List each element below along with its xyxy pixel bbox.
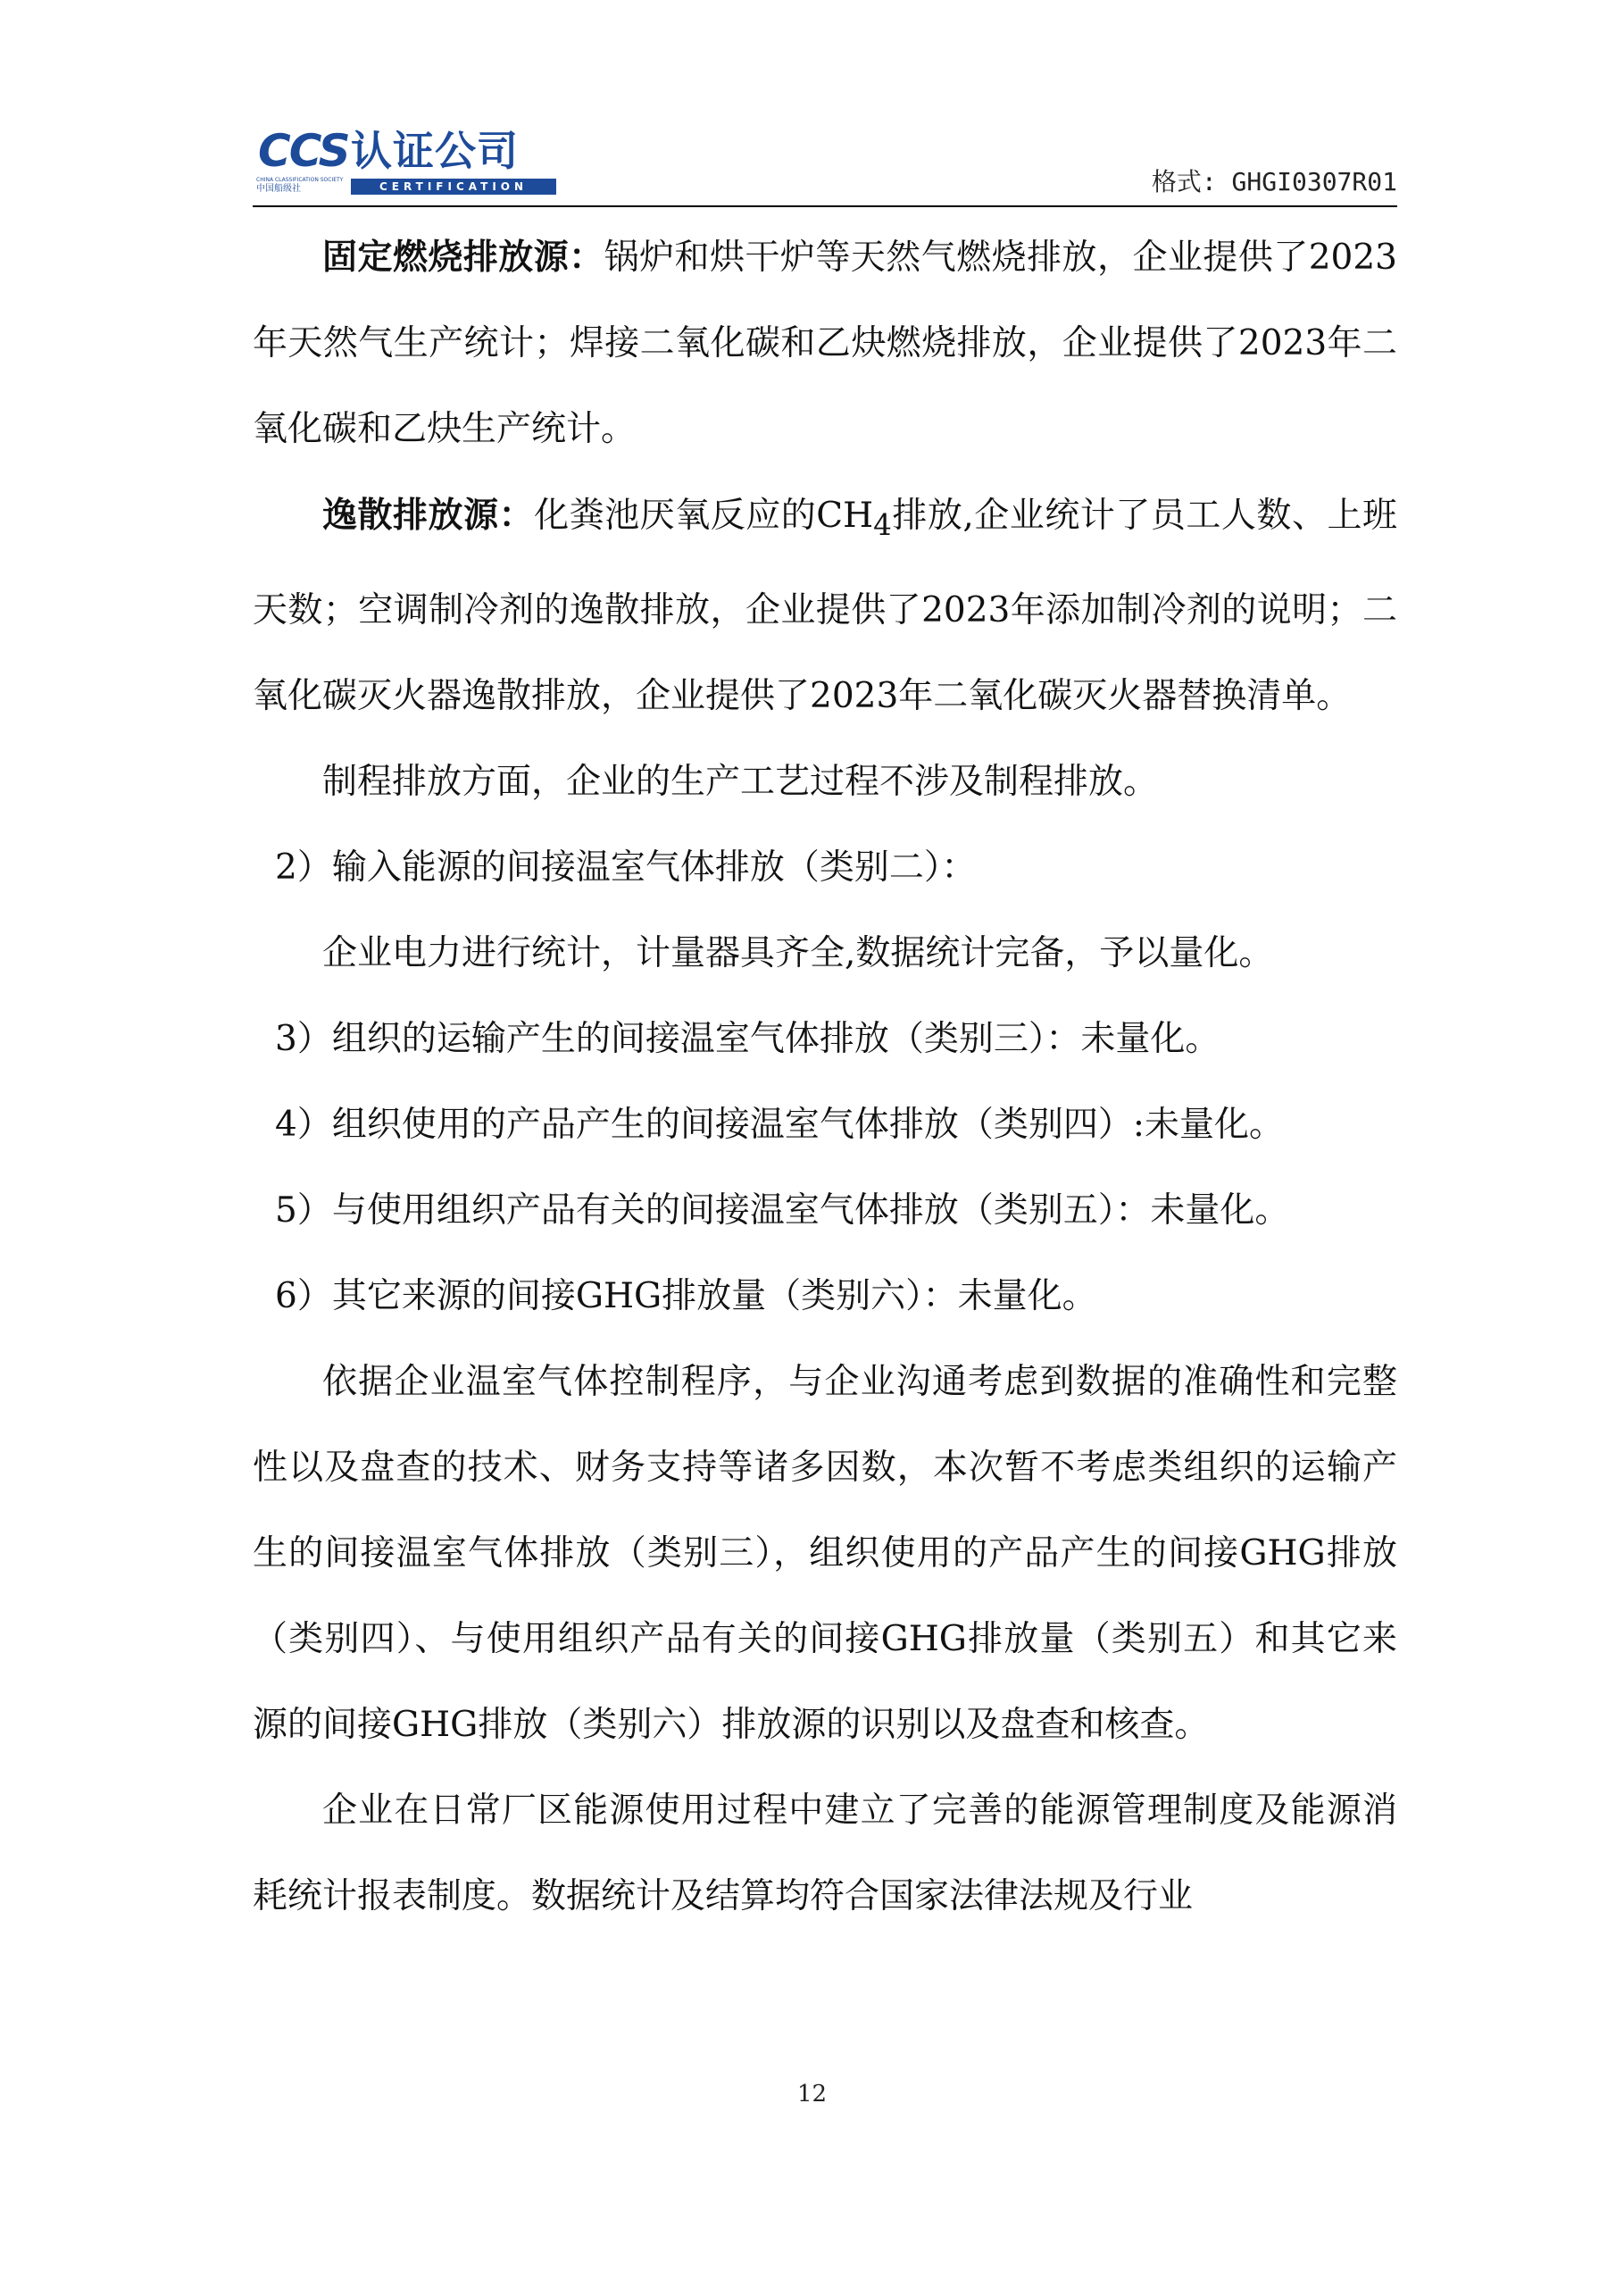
logo-certification-bar: CERTIFICATION — [351, 179, 556, 195]
paragraph-electricity: 企业电力进行统计，计量器具齐全,数据统计完备，予以量化。 — [322, 932, 1274, 973]
page-header — [253, 116, 1397, 210]
list-item-category-6: 6）其它来源的间接GHG排放量（类别六）：未量化。 — [275, 1275, 1097, 1316]
logo-sub-cn: 中国船级社 — [256, 184, 301, 194]
paragraph-scope-exclusion: 依据企业温室气体控制程序，与企业沟通考虑到数据的准确性和完整性以及盘查的技术、财务支持等诸多因数，本次暂不考虑类组织的运输产生的间接温室气体排放（类别三），组织使用的产品产生的间接GHG排放（类别四）、与使用组织产品有关的间接GHG排放量（类别五）和其它来源的间接GHG排放（类别六）排放源的识别以及盘查和核查。 — [253, 1361, 1397, 1745]
paragraph-text: 化粪池厌氧反应的CH — [534, 496, 874, 536]
logo-name-cn: 认证公司 — [351, 127, 519, 175]
paragraph-text: 锅炉和烘干炉等天然气燃烧排放，企业提供了2023年天然气生产统计；焊接二氧化碳和乙炔燃烧排放，企业提供了2023年二氧化碳和乙炔生产统计。 — [253, 238, 1397, 449]
document-body — [253, 214, 1397, 1940]
logo-abbr: CCS — [258, 125, 349, 177]
paragraph-lead: 固定燃烧排放源： — [322, 237, 604, 278]
format-code: 格式: GHGI0307R01 — [1151, 167, 1397, 196]
paragraph-process-emissions: 制程排放方面，企业的生产工艺过程不涉及制程排放。 — [322, 761, 1159, 802]
page-number: 12 — [796, 2081, 828, 2108]
paragraph-stationary-combustion — [253, 214, 1397, 472]
list-item-category-3: 3）组织的运输产生的间接温室气体排放（类别三）：未量化。 — [275, 1018, 1220, 1059]
paragraph-text: 排放,企业统计了员工人数、上班天数；空调制冷剂的逸散排放，企业提供了2023年添加制冷剂的说明；二氧化碳灭火器逸散排放，企业提供了2023年二氧化碳灭火器替换清单。 — [253, 496, 1397, 716]
list-item-category-4: 4）组织使用的产品产生的间接温室气体排放（类别四）:未量化。 — [275, 1104, 1284, 1145]
paragraph-lead: 逸散排放源： — [322, 495, 535, 536]
list-item-category-2: 2）输入能源的间接温室气体排放（类别二）： — [275, 847, 977, 888]
logo-sub-en: CHINA CLASSIFICATION SOCIETY — [256, 177, 344, 183]
list-item-category-5: 5）与使用组织产品有关的间接温室气体排放（类别五）：未量化。 — [275, 1189, 1290, 1231]
ccs-certification-logo — [253, 127, 574, 198]
header-divider — [253, 205, 1397, 207]
paragraph-energy-management: 企业在日常厂区能源使用过程中建立了完善的能源管理制度及能源消耗统计报表制度。数据统计及结算均符合国家法律法规及行业 — [253, 1790, 1397, 1916]
paragraph-fugitive-emissions — [253, 472, 1397, 739]
subscript: 4 — [873, 507, 892, 542]
